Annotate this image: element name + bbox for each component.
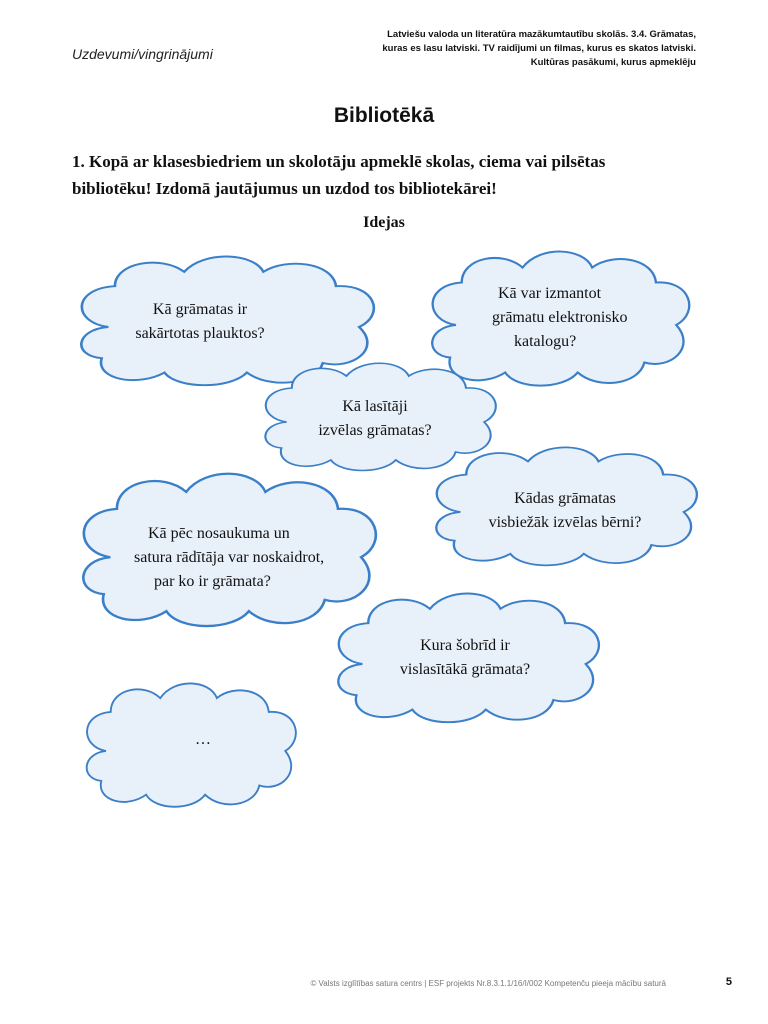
cloud-line: sakārtotas plauktos?	[135, 325, 265, 342]
cloud-line: Kā grāmatas ir	[152, 301, 248, 318]
cloud-question-2	[470, 282, 650, 354]
cloud-question-6	[375, 634, 555, 682]
task-line: 1. Kopā ar klasesbiedriem un skolotāju apmeklē skolas, ciema vai pilsētas	[72, 152, 606, 171]
cloud-question-5	[122, 522, 352, 594]
cloud-question-1	[110, 298, 290, 346]
course-header-line: Latviešu valoda un literatūra mazākumtautību skolās. 3.4. Grāmatas,	[387, 29, 696, 40]
cloud-line: vislasītākā grāmata?	[399, 661, 531, 678]
cloud-line: satura rādītāja var noskaidrot,	[134, 549, 325, 566]
cloud-question-4	[460, 487, 670, 535]
course-header-line: Kultūras pasākumi, kurus apmeklēju	[530, 57, 696, 68]
cloud-line: Kādas grāmatas	[514, 490, 616, 507]
cloud-line: Kā var izmantot	[498, 285, 602, 302]
cloud-placeholder	[153, 728, 253, 752]
page-number: 5	[725, 976, 732, 988]
cloud-line: Kura šobrīd ir	[420, 637, 510, 654]
cloud-line: …	[195, 731, 211, 748]
cloud-line: visbiežāk izvēlas bērni?	[488, 514, 642, 531]
cloud-question-3	[280, 395, 470, 443]
cloud-line: katalogu?	[514, 333, 577, 350]
page-title: Bibliotēkā	[333, 104, 435, 127]
cloud-line: Kā lasītāji	[342, 398, 408, 415]
cloud-line: par ko ir grāmata?	[154, 573, 271, 590]
cloud-line: grāmatu elektronisko	[492, 309, 628, 326]
ideas-heading: Idejas	[363, 214, 405, 231]
footer-credit: © Valsts izglītības satura centrs | ESF projekts Nr.8.3.1.1/16/I/002 Kompetenču pieeja mācību saturā	[310, 979, 666, 988]
cloud-line: Kā pēc nosaukuma un	[148, 525, 290, 542]
cloud-line: izvēlas grāmatas?	[318, 422, 432, 439]
course-header-line: kuras es lasu latviski. TV raidījumi un filmas, kurus es skatos latviski.	[382, 43, 696, 54]
section-label: Uzdevumi/vingrinājumi	[72, 46, 213, 62]
task-line: bibliotēku! Izdomā jautājumus un uzdod tos bibliotekārei!	[72, 179, 497, 198]
